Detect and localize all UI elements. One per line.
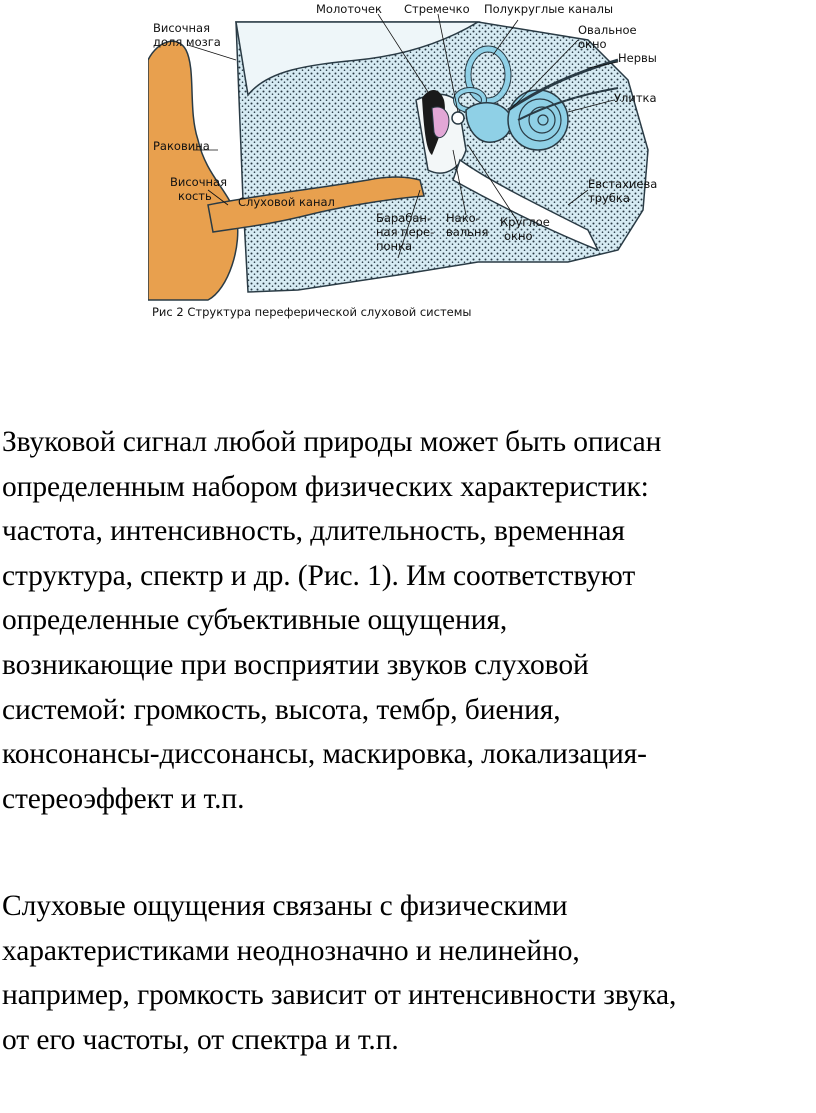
text-line: определенные субъективные ощущения, xyxy=(2,604,508,637)
label-round-window: Круглое окно xyxy=(500,215,550,243)
text-line: стереоэффект и т.п. xyxy=(2,782,245,815)
figure-caption: Рис 2 Структура переферической слуховой системы xyxy=(152,305,472,319)
text-line: Звуковой сигнал любой природы может быть описан xyxy=(2,426,662,458)
ear-diagram xyxy=(148,0,668,326)
label-semicircular-canals: Полукруглые каналы xyxy=(484,2,614,16)
text-line: консонансы-диссонансы, маскировка, локализация- xyxy=(2,738,647,771)
label-temporal-bone: Височная кость xyxy=(170,175,228,203)
label-auricle: Раковина xyxy=(153,139,210,153)
text-line: возникающие при восприятии звуков слуховой xyxy=(2,648,589,681)
label-incus: Нако-вальня xyxy=(446,211,489,239)
label-oval-window: Овальное окно xyxy=(578,23,637,51)
text-line: от его частоты, от спектра и т.п. xyxy=(2,1023,399,1056)
label-stapes: Стремечко xyxy=(404,2,470,16)
text-line: частота, интенсивность, длительность, временная xyxy=(2,515,625,548)
label-temporal-lobe: Височная доля мозга xyxy=(153,21,221,49)
label-nerves: Нервы xyxy=(618,51,657,65)
text-line: Слуховые ощущения связаны с физическими xyxy=(2,890,568,922)
text-line: определенным набором физических характеристик: xyxy=(2,470,649,503)
text-line: системой: громкость, высота, тембр, биения, xyxy=(2,693,561,726)
paragraph-auditory-sensations xyxy=(2,884,814,1062)
label-malleus: Молоточек xyxy=(316,2,382,16)
text-line: характеристиками неоднозначно и нелинейно, xyxy=(2,934,580,967)
label-eustachian-tube: Евстахиева трубка xyxy=(588,177,658,205)
ear-anatomy-illustration xyxy=(148,0,668,326)
label-ear-canal: Слуховой канал xyxy=(238,195,335,209)
label-eardrum: Барабан-ная пере-понка xyxy=(376,211,435,253)
text-line: например, громкость зависит от интенсивности звука, xyxy=(2,979,677,1012)
text-line: структура, спектр и др. (Рис. 1). Им соответствуют xyxy=(2,559,636,592)
paragraph-sound-characteristics xyxy=(2,420,814,821)
label-cochlea: Улитка xyxy=(614,91,657,105)
